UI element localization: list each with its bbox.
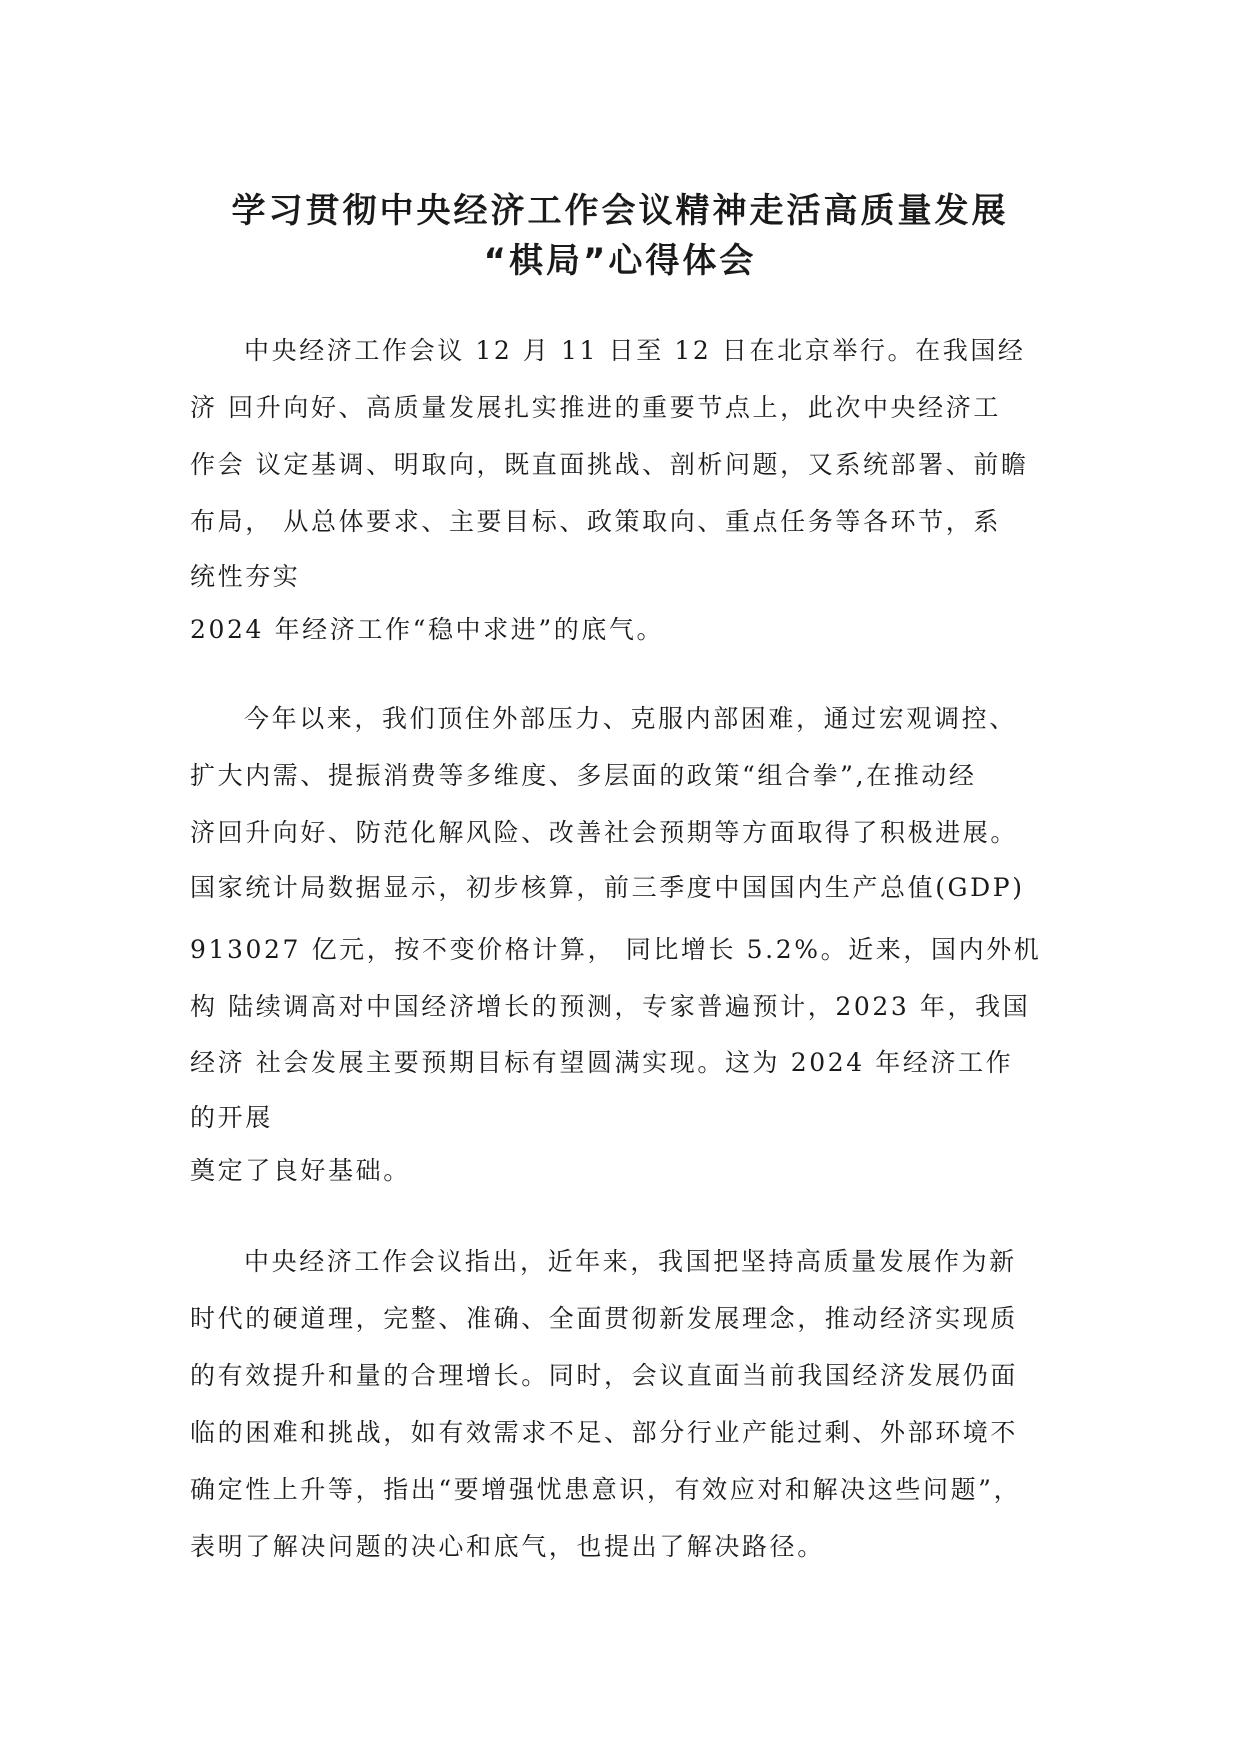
paragraph-line: 布局， 从总体要求、主要目标、政策取向、重点任务等各环节，系 [190, 507, 1001, 536]
paragraph-line: 表明了解决问题的决心和底气，也提出了解决路径。 [190, 1532, 825, 1561]
paragraph-line: 2024 年经济工作“稳中求进”的底气。 [190, 615, 665, 644]
paragraph-line: 确定性上升等，指出“要增强忧患意识，有效应对和解决这些问题”， [190, 1475, 1022, 1504]
document-title-line-1: 学习贯彻中央经济工作会议精神走活高质量发展 [231, 191, 1009, 231]
paragraph-line: 构 陆续调高对中国经济增长的预测，专家普遍预计，2023 年，我国 [190, 992, 1031, 1021]
paragraph-line: 913027 亿元，按不变价格计算， 同比增长 5.2%。近来，国内外机 [190, 935, 1042, 964]
paragraph-line: 统性夯实 [190, 562, 301, 591]
paragraph-line: 中央经济工作会议指出，近年来，我国把坚持高质量发展作为新 [244, 1247, 1017, 1276]
paragraph-line: 临的困难和挑战，如有效需求不足、部分行业产能过剩、外部环境不 [190, 1418, 1019, 1447]
paragraph-line: 中央经济工作会议 12 月 11 日至 12 日在北京举行。在我国经 [244, 336, 1026, 365]
paragraph-line: 作会 议定基调、明取向，既直面挑战、剖析问题，又系统部署、前瞻 [190, 450, 1029, 479]
document-title-line-2: “棋局”心得体会 [483, 241, 757, 281]
paragraph-line: 国家统计局数据显示，初步核算，前三季度中国国内生产总值(GDP) [190, 873, 1025, 902]
paragraph-line: 济 回升向好、高质量发展扎实推进的重要节点上，此次中央经济工 [190, 393, 1001, 422]
paragraph-line: 时代的硬道理，完整、准确、全面贯彻新发展理念，推动经济实现质 [190, 1304, 1019, 1333]
paragraph-line: 经济 社会发展主要预期目标有望圆满实现。这为 2024 年经济工作 [190, 1048, 1014, 1077]
paragraph-line: 的开展 [190, 1103, 273, 1132]
paragraph-line: 济回升向好、防范化解风险、改善社会预期等方面取得了积极进展。 [190, 818, 1019, 847]
paragraph-line: 的有效提升和量的合理增长。同时，会议直面当前我国经济发展仍面 [190, 1361, 1019, 1390]
paragraph-line: 奠定了良好基础。 [190, 1156, 411, 1185]
paragraph-line: 今年以来，我们顶住外部压力、克服内部困难，通过宏观调控、 [244, 704, 1017, 733]
paragraph-line: 扩大内需、提振消费等多维度、多层面的政策“组合拳”,在推动经 [190, 761, 977, 790]
